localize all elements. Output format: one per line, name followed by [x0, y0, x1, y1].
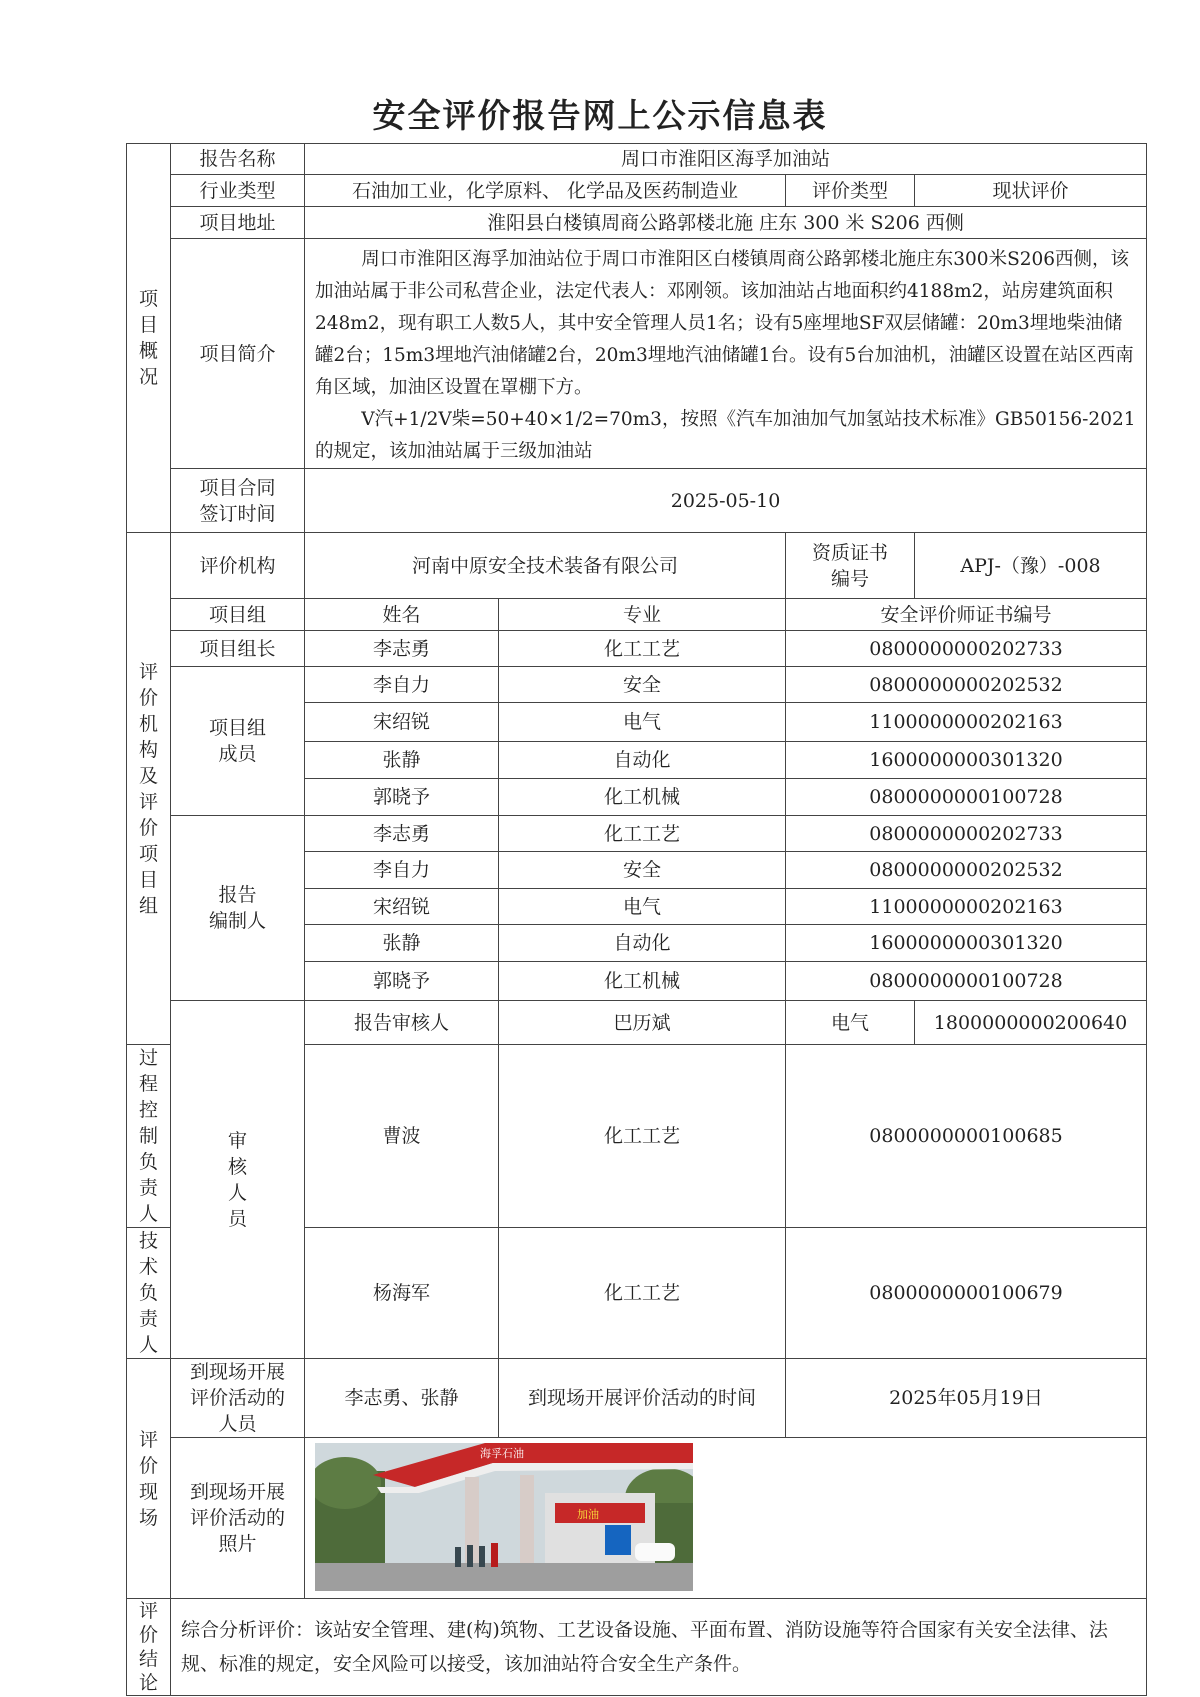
tech-major: 化工工艺	[499, 1228, 786, 1359]
site-people-label: 到现场开展 评价活动的 人员	[171, 1359, 305, 1438]
member-cert: 0800000000202532	[786, 667, 1147, 703]
photo-person-4	[491, 1543, 498, 1567]
section-site-label: 评 价 现 场	[127, 1359, 171, 1599]
member-major: 自动化	[499, 742, 786, 779]
photo-ground	[315, 1563, 693, 1591]
page-title: 安全评价报告网上公示信息表	[372, 96, 828, 135]
leader-name: 李志勇	[305, 631, 499, 667]
eval-type-value: 现状评价	[915, 175, 1147, 207]
author-cert: 0800000000100728	[786, 962, 1147, 1001]
member-name: 郭晓予	[305, 779, 499, 816]
section-org-label: 评 价 机 构 及 评 价 项 目 组	[127, 533, 171, 1045]
row-site-photo	[127, 1438, 1147, 1599]
member-name: 张静	[305, 742, 499, 779]
author-major: 化工机械	[499, 962, 786, 1001]
contract-label: 项目合同 签订时间	[171, 469, 305, 533]
org-name: 河南中原安全技术装备有限公司	[305, 533, 786, 599]
conclusion-text: 综合分析评价：该站安全管理、建(构)筑物、工艺设备设施、平面布置、消防设施等符合国家有关安全法律、法规、标准的规定，安全风险可以接受，该加油站符合安全生产条件。	[171, 1599, 1147, 1696]
eval-type-label: 评价类型	[786, 175, 915, 207]
intro-paragraph-2: V汽+1/2V柴=50+40×1/2=70m3，按照《汽车加油加气加氢站技术标准》GB50156-2021的规定，该加油站属于三级加油站	[315, 409, 1136, 462]
author-major: 电气	[499, 889, 786, 925]
author-major: 自动化	[499, 925, 786, 962]
org-label: 评价机构	[171, 533, 305, 599]
row-reviewer	[127, 1001, 1147, 1045]
row-org	[127, 533, 1147, 599]
author-cert: 1600000000301320	[786, 925, 1147, 962]
member-major: 安全	[499, 667, 786, 703]
photo-door	[605, 1525, 631, 1555]
section-conclusion-label: 评 价 结 论	[127, 1599, 171, 1696]
tech-name: 杨海军	[305, 1228, 499, 1359]
row-conclusion	[127, 1599, 1147, 1696]
members-label: 项目组 成员	[171, 667, 305, 816]
member-cert: 0800000000100728	[786, 779, 1147, 816]
process-major: 化工工艺	[499, 1045, 786, 1228]
site-photo	[315, 1443, 693, 1591]
row-group-header	[127, 599, 1147, 631]
author-name: 郭晓予	[305, 962, 499, 1001]
photo-sign-text: 海孚石油	[480, 1447, 524, 1460]
reviewer-name: 巴历斌	[499, 1001, 786, 1045]
reviewer-label: 报告审核人	[305, 1001, 499, 1045]
row-industry	[127, 175, 1147, 207]
site-photo-cell	[305, 1438, 1147, 1599]
author-cert: 0800000000202532	[786, 852, 1147, 889]
industry-label: 行业类型	[171, 175, 305, 207]
photo-person-2	[467, 1545, 473, 1567]
reviewer-cert: 1800000000200640	[915, 1001, 1147, 1045]
reviewer-major: 电气	[786, 1001, 915, 1045]
process-label: 过程控制 负责人	[127, 1045, 171, 1228]
process-cert: 0800000000100685	[786, 1045, 1147, 1228]
author-name: 李自力	[305, 852, 499, 889]
member-name: 宋绍锐	[305, 703, 499, 742]
photo-building-banner	[555, 1503, 645, 1523]
tech-label: 技术负责人	[127, 1228, 171, 1359]
photo-banner-text: 加油	[577, 1508, 599, 1521]
row-leader	[127, 631, 1147, 667]
cert-label: 资质证书 编号	[786, 533, 915, 599]
row-address	[127, 207, 1147, 239]
site-photo-label: 到现场开展 评价活动的 照片	[171, 1438, 305, 1599]
author-major: 化工工艺	[499, 816, 786, 852]
photo-person-1	[455, 1547, 461, 1567]
row-intro	[127, 239, 1147, 469]
header-name: 姓名	[305, 599, 499, 631]
intro-paragraph-1: 周口市淮阳区海孚加油站位于周口市淮阳区白楼镇周商公路郭楼北施庄东300米S206西侧，该加油站属于非公司私营企业，法定代表人：邓刚领。该加油站占地面积约4188m2，站房建筑面积248m2，现有职工人数5人，其中安全管理人员1名；设有5座埋地SF双层储罐：20m3埋地柴油储罐2台；15m3埋地汽油储罐2台，20m3埋地汽油储罐1台。设有5台加油机，油罐区设置在站区西南角区域，加油区设置在罩棚下方。	[315, 249, 1134, 398]
member-name: 李自力	[305, 667, 499, 703]
authors-label: 报告 编制人	[171, 816, 305, 1001]
site-people: 李志勇、张静	[305, 1359, 499, 1438]
cert-no: APJ-（豫）-008	[915, 533, 1147, 599]
site-time-label: 到现场开展评价活动的时间	[499, 1359, 786, 1438]
address-label: 项目地址	[171, 207, 305, 239]
contract-date: 2025-05-10	[305, 469, 1147, 533]
photo-pillar-2	[520, 1475, 534, 1563]
leader-label: 项目组长	[171, 631, 305, 667]
member-major: 电气	[499, 703, 786, 742]
tech-cert: 0800000000100679	[786, 1228, 1147, 1359]
industry-value: 石油加工业，化学原料、 化学品及医药制造业	[305, 175, 786, 207]
author-name: 张静	[305, 925, 499, 962]
member-cert: 1600000000301320	[786, 742, 1147, 779]
table-row	[127, 667, 1147, 703]
header-cert: 安全评价师证书编号	[786, 599, 1147, 631]
member-major: 化工机械	[499, 779, 786, 816]
intro-label: 项目简介	[171, 239, 305, 469]
author-name: 李志勇	[305, 816, 499, 852]
author-name: 宋绍锐	[305, 889, 499, 925]
author-cert: 0800000000202733	[786, 816, 1147, 852]
photo-car	[635, 1543, 675, 1561]
address-value: 淮阳县白楼镇周商公路郭楼北施 庄东 300 米 S206 西侧	[305, 207, 1147, 239]
section-review-label: 审 核 人 员	[171, 1001, 305, 1359]
row-report-name	[127, 144, 1147, 175]
process-name: 曹波	[305, 1045, 499, 1228]
author-major: 安全	[499, 852, 786, 889]
header-major: 专业	[499, 599, 786, 631]
table-row	[127, 816, 1147, 852]
section-project-label: 项 目 概 况	[127, 144, 171, 533]
header-group: 项目组	[171, 599, 305, 631]
photo-person-3	[479, 1546, 485, 1567]
info-table	[126, 143, 1147, 1696]
row-site-people	[127, 1359, 1147, 1438]
report-name-label: 报告名称	[171, 144, 305, 175]
leader-major: 化工工艺	[499, 631, 786, 667]
row-contract	[127, 469, 1147, 533]
site-time: 2025年05月19日	[786, 1359, 1147, 1438]
intro-text	[305, 239, 1147, 469]
author-cert: 1100000000202163	[786, 889, 1147, 925]
report-name-value: 周口市淮阳区海孚加油站	[305, 144, 1147, 175]
member-cert: 1100000000202163	[786, 703, 1147, 742]
leader-cert: 0800000000202733	[786, 631, 1147, 667]
